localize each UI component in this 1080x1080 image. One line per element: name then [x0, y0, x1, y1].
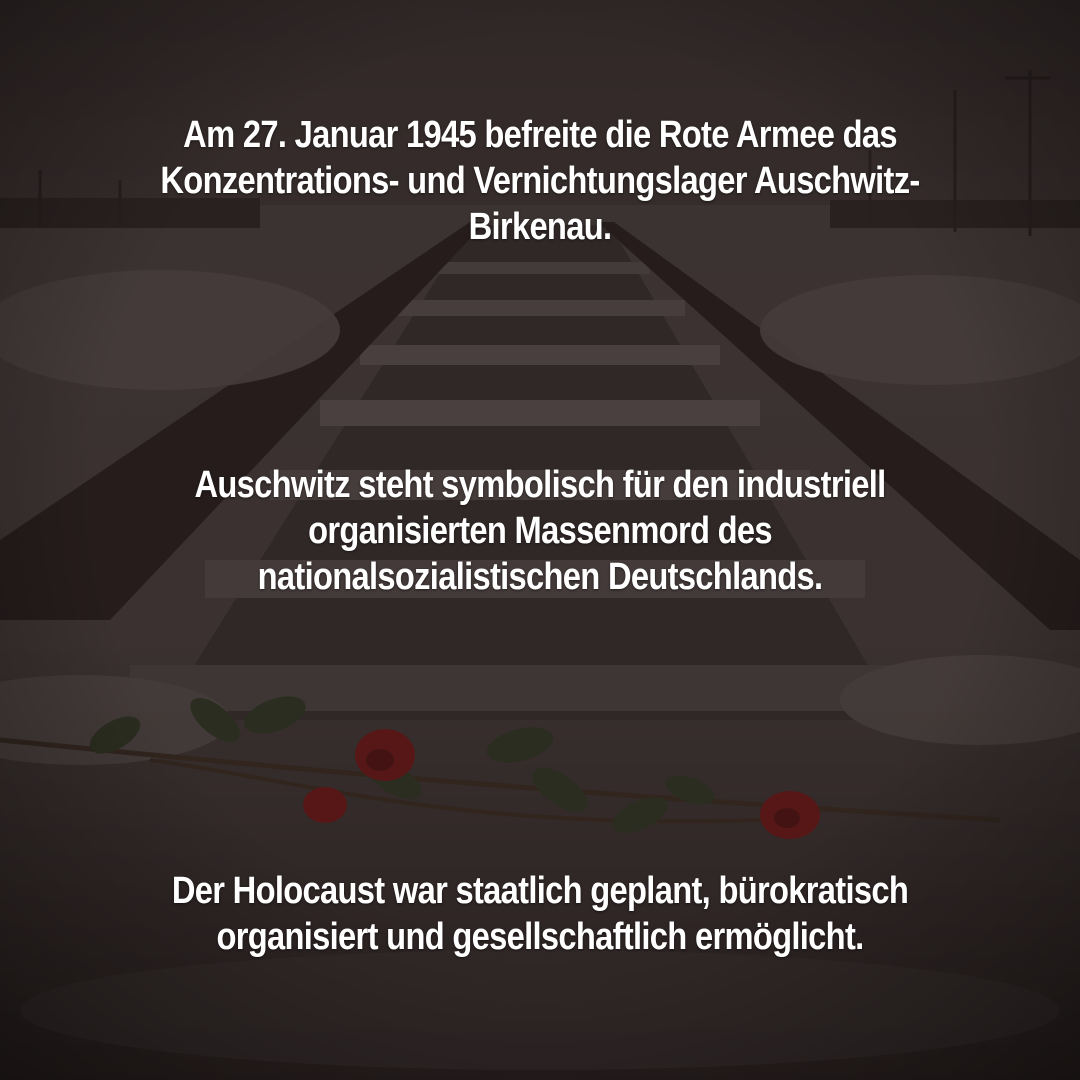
caption-holocaust-line-2: organisiert und gesellschaftlich ermöglicht.	[216, 916, 864, 958]
caption-symbolism-line-1: Auschwitz steht symbolisch für den industriell	[194, 464, 886, 506]
caption-symbolism	[76, 462, 1005, 600]
caption-liberation	[76, 112, 1005, 250]
caption-liberation-line-3: Birkenau.	[468, 206, 612, 248]
caption-liberation-line-2: Konzentrations- und Vernichtungslager Auschwitz-	[160, 160, 920, 202]
caption-holocaust-line-1: Der Holocaust war staatlich geplant, bürokratisch	[171, 870, 909, 912]
caption-holocaust	[76, 868, 1005, 960]
caption-symbolism-line-2: organisierten Massenmord des	[308, 510, 772, 552]
caption-liberation-line-1: Am 27. Januar 1945 befreite die Rote Armee das	[183, 114, 897, 156]
caption-symbolism-line-3: nationalsozialistischen Deutschlands.	[257, 556, 823, 598]
